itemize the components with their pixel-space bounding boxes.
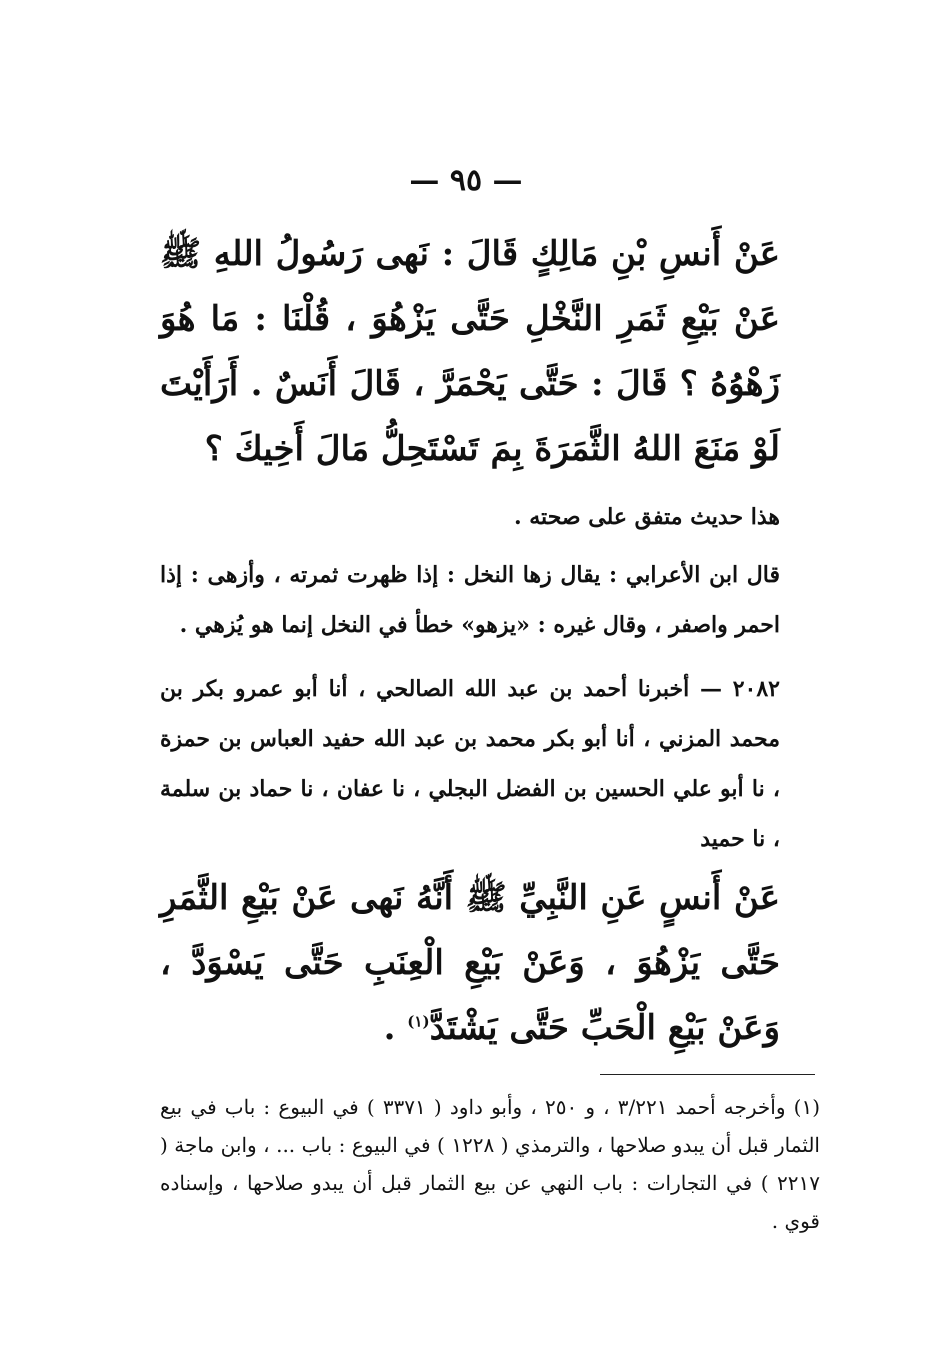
isnad-paragraph: ٢٠٨٢ — أخبرنا أحمد بن عبد الله الصالحي ، أنا أبو عمرو بكر بن محمد المزني ، أنا أبو بكر محمد بن عبد الله حفيد العباس بن حمزة ، نا أبو علي الحسين بن الفضل البجلي ، نا عفان ، نا حماد بن سلمة ، نا حميد — [160, 676, 780, 852]
authenticity-note: هذا حديث متفق على صحته . — [513, 504, 780, 530]
page-number: — ٩٥ — — [409, 163, 523, 198]
commentary-paragraph: قال ابن الأعرابي : يقال زها النخل : إذا ظهرت ثمرته ، وأزهى : إذا احمر واصفر ، وقال غيره : «يزهو» خطأ في النخل إنما هو يُزهي . — [160, 562, 780, 638]
footnote-marker: (١) — [407, 1012, 430, 1031]
hadith-2-body: عَنْ أَنسٍ عَنِ النَّبِيِّ ﷺ أَنَّهُ نَهى عَنْ بَيْعِ الثَّمَرِ حَتَّى يَزْهُوَ ، وَعَنْ بَيْعِ الْعِنَبِ حَتَّى يَسْوَدَّ ، وَعَنْ بَيْعِ الْحَبِّ حَتَّى يَشْتَدَّ — [160, 878, 780, 1048]
hadith-2-end: . — [383, 1008, 408, 1048]
footnote-divider — [600, 1074, 815, 1075]
footnote: (١) وأخرجه أحمد ٣/٢٢١ ، و ٢٥٠ ، وأبو داود ( ٣٣٧١ ) في البيوع : باب في بيع الثمار قبل أن يبدو صلاحها ، والترمذي ( ١٢٢٨ ) في البيوع : باب ... ، وابن ماجة ( ٢٢١٧ ) في التجارات : باب النهي عن بيع الثمار قبل أن يبدو صلاحها ، وإسناده قوي . — [160, 1095, 820, 1233]
hadith-text-1: عَنْ أَنسِ بْنِ مَالِكٍ قَالَ : نَهى رَسُولُ اللهِ ﷺ عَنْ بَيْعِ ثَمَرِ النَّخْلِ حَتَّى يَزْهُوَ ، قُلْنَا : مَا هُوَ زَهْوُهُ ؟ قَالَ : حَتَّى يَحْمَرَّ ، قَالَ أَنَسٌ . أَرَأَيْتَ لَوْ مَنَعَ اللهُ الثَّمَرَةَ بِمَ تَسْتَحِلُّ مَالَ أَخِيكَ ؟ — [160, 234, 780, 469]
hadith-text-2 — [160, 866, 780, 1061]
